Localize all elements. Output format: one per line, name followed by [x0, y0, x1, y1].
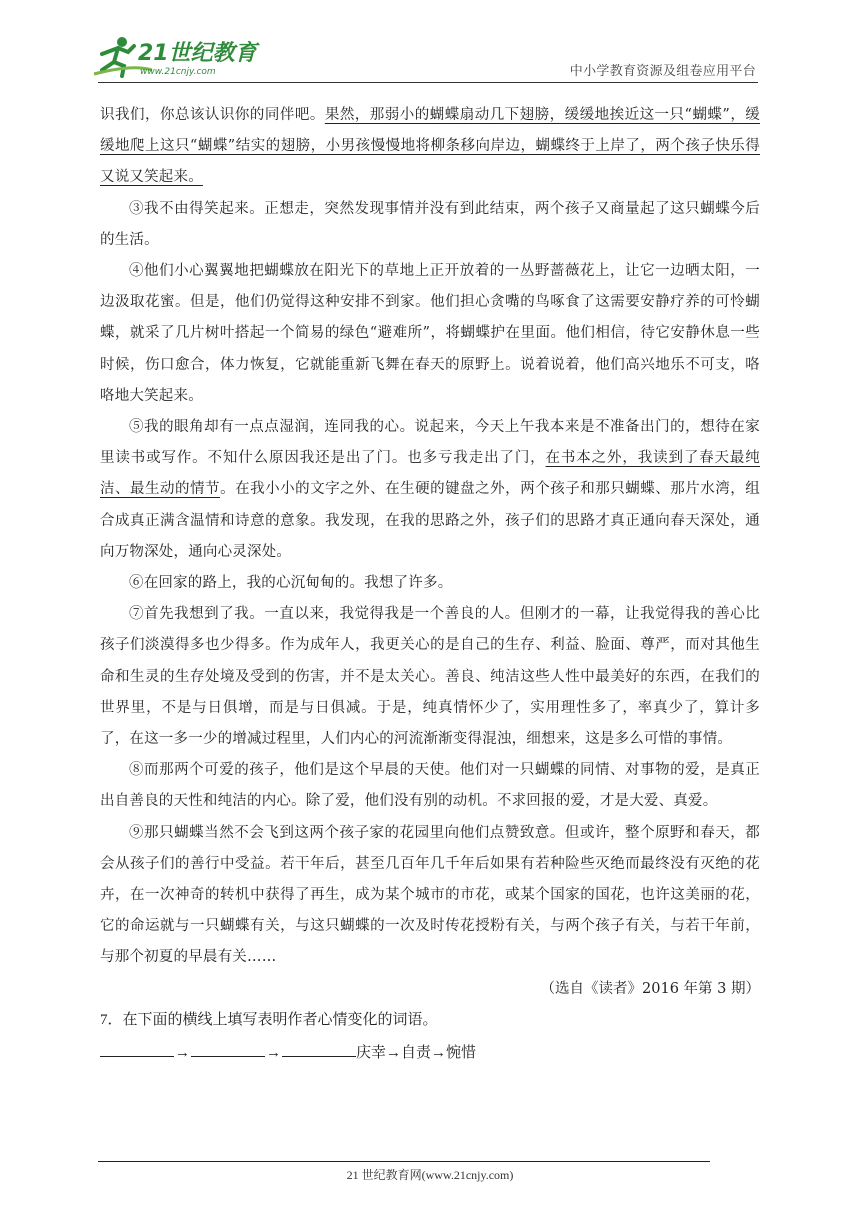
question-7-prompt: 7．在下面的横线上填写表明作者心情变化的词语。 — [100, 1011, 438, 1028]
runner-logo-icon — [92, 34, 262, 82]
arrow-1: → — [175, 1044, 190, 1061]
paragraph-4: ④他们小心翼翼地把蝴蝶放在阳光下的草地上正开放着的一丛野蔷薇花上，让它一边晒太阳，一边汲取花蜜。但是，他们仍觉得这种安排不到家。他们担心贪嘴的鸟啄食了这需要安静疗养的可怜蝴蝶，就采了几片树叶搭起一个简易的绿色“避难所”，将蝴蝶护在里面。他们相信，待它安静休息一些时候，伤口愈合，体力恢复，它就能重新飞舞在春天的原野上。说着说着，他们高兴地乐不可支，咯咯地大笑起来。 — [100, 263, 760, 404]
page-footer: 21 世纪教育网(www.21cnjy.com) — [346, 1168, 514, 1182]
page-header — [0, 0, 860, 90]
logo-url: www.21cnjy.com — [140, 67, 216, 77]
paragraph-7: ⑦首先我想到了我。一直以来，我觉得我是一个善良的人。但刚才的一幕，让我觉得我的善心比孩子们淡漠得多也少得多。作为成年人，我更关心的是自己的生存、利益、脸面、尊严，而对其他生命和生灵的生存处境及受到的伤害，并不是太关心。善良、纯洁这些人性中最美好的东西，在我们的世界里，不是与日俱增，而是与日俱减。于是，纯真情怀少了，实用理性多了，率真少了，算计多了，在这一多一少的增减过程里，人们内心的河流渐渐变得混浊，细想来，这是多么可惜的事情。 — [100, 606, 760, 748]
answer-blank-1[interactable] — [100, 1039, 174, 1057]
underlined-passage-2: 在书本之外，我读到了春天最纯洁、最生动的情节 — [100, 450, 760, 498]
emotion-sequence-tail: 庆幸→自责→惋惜 — [356, 1044, 477, 1061]
header-divider — [98, 82, 758, 83]
question-7-answer-line — [100, 1036, 760, 1070]
source-citation: （选自《读者》2016 年第 3 期） — [540, 980, 760, 997]
footer-divider — [98, 1161, 710, 1162]
logo-text: 21世纪教育 — [138, 41, 257, 66]
paragraph-3: ③我不由得笑起来。正想走，突然发现事情并没有到此结束，两个孩子又商量起了这只蝴蝶今后的生活。 — [100, 200, 760, 248]
paragraph-5 — [100, 412, 760, 568]
paragraph-2-lead: 识我们，你总该认识你的同伴吧。 — [100, 107, 325, 123]
paragraph-2-end — [100, 100, 760, 194]
answer-blank-3[interactable] — [282, 1039, 356, 1057]
platform-title: 中小学教育资源及组卷应用平台 — [569, 64, 756, 79]
site-logo[interactable] — [92, 34, 262, 82]
paragraph-5-part-a: ⑤我的眼角却有一点点湿润，连同我的心。说起来，今天上午我本来是不准备出门的，想待在家里读书或写作。不知什么原因我还是出了门。也多亏我走出了门， — [100, 419, 760, 467]
underlined-passage-1: 果然，那弱小的蝴蝶扇动几下翅膀，缓缓地挨近这一只“蝴蝶”，缓缓地爬上这只“蝴蝶”结实的翅膀，小男孩慢慢地将柳条移向岸边，蝴蝶终于上岸了，两个孩子快乐得又说又笑起来。 — [100, 107, 761, 186]
paragraph-6: ⑥在回家的路上，我的心沉甸甸的。我想了许多。 — [129, 575, 453, 592]
paragraph-8: ⑧而那两个可爱的孩子，他们是这个早晨的天使。他们对一只蝴蝶的同情、对事物的爱，是真正出自善良的天性和纯洁的内心。除了爱，他们没有别的动机。不求回报的爱，才是大爱、真爱。 — [100, 762, 760, 810]
answer-blank-2[interactable] — [191, 1039, 265, 1057]
arrow-2: → — [266, 1044, 281, 1061]
article-body — [100, 100, 760, 1070]
paragraph-5-part-b: 。在我小小的文字之外、在生硬的键盘之外，两个孩子和那只蝴蝶、那片水湾，组合成真正满含温情和诗意的意象。我发现，在我的思路之外，孩子们的思路才真正通向春天深处，通向万物深处，通向心灵深处。 — [100, 481, 760, 560]
paragraph-9: ⑨那只蝴蝶当然不会飞到这两个孩子家的花园里向他们点赞致意。但或许，整个原野和春天，都会从孩子们的善行中受益。若干年后，甚至几百年几千年后如果有若种险些灭绝而最终没有灭绝的花卉，在一次神奇的转机中获得了再生，成为某个城市的市花，或某个国家的国花，也许这美丽的花，它的命运就与一只蝴蝶有关，与这只蝴蝶的一次及时传花授粉有关，与两个孩子有关，与若干年前，与那个初夏的早晨有关…… — [100, 824, 760, 966]
